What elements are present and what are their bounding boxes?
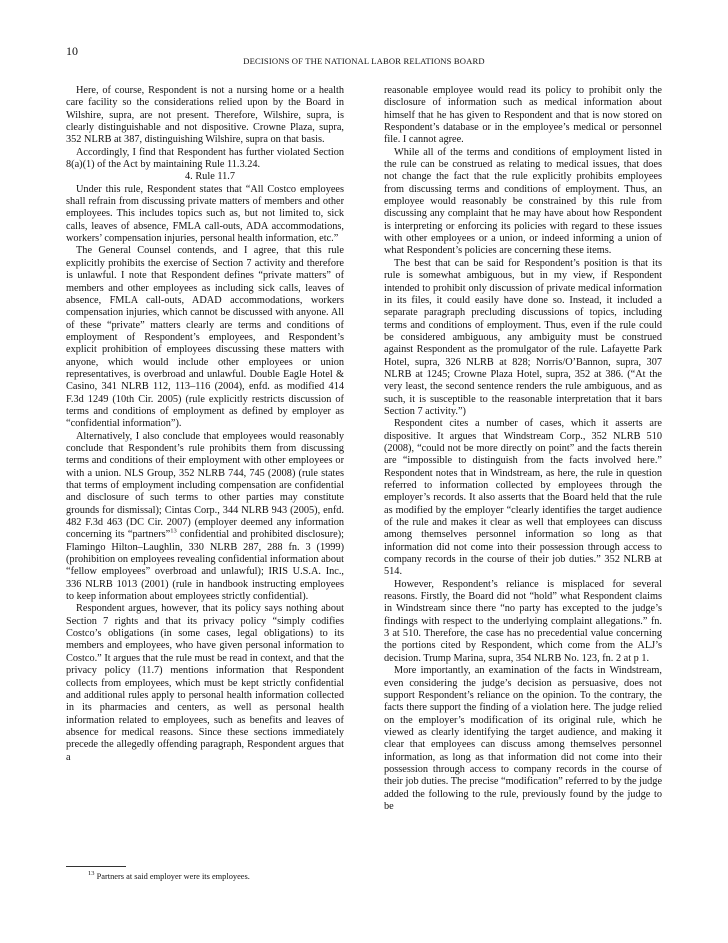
paragraph: More importantly, an examination of the facts in Windstream, even considering the judge’s decision as persuasive, does not support Respondent’s reliance on the opinion. To the contrary, the facts there support the finding of a violation here. The judge relied on the employer’s modification of its original rule, which he viewed as clearly identifying the target audience, and making it clear that employees can discuss among themselves personnel information, as long as that information did not come into their possession through access to company records in the course of their job duties. The precise “modification” referred to by the judge added the following to the rule, previously found by the judge to be (384, 665, 663, 812)
paragraph: Respondent argues, however, that its policy says nothing about Section 7 rights and that its privacy policy “simply codifies Costco’s obligations (in some cases, legal obligations) to its members and employees, who have given personal information to Costco.” It argues that the rule must be read in context, and that the privacy policy (11.7) mentions information that Respondent collects from employees, which must be kept strictly confidential and additional rules apply to personal health information collected in its pharmacies and centers, as well as personal health information related to employees, such as benefits and leaves of absence for medical reasons. Since these sections immediately precede the allegedly offending paragraph, Respondent argues that a (66, 603, 344, 763)
running-head: DECISIONS OF THE NATIONAL LABOR RELATIONS BOARD (243, 56, 485, 66)
paragraph-part: Alternatively, I also conclude that employees would reasonably conclude that Respondent’s rule prohibits them from discussing terms and conditions of their employment with other employees or with a union. NLS Group, 352 NLRB 744, 745 (2008) (rule states that terms of employment including compensation are confidential and disclosure of such terms to other parties may constitute grounds for dismissal); Cintas Corp., 344 NLRB 943 (2005), enfd. 482 F.3d 463 (DC Cir. 2007) (employer deemed any information concerning its “partners” (66, 430, 344, 541)
footnote-text: Partners at said employer were its employees. (94, 872, 250, 881)
paragraph: The best that can be said for Respondent’s position is that its rule is somewhat ambiguous, but in my view, if Respondent intended to prohibit only discussion of private medical information in its files, it could easily have done so. Instead, it included a separate paragraph precluding discussions of topics, including terms and conditions of employment. Thus, even if the rule could be considered ambiguous, any ambiguity must be construed against Respondent as the promulgator of the rule. Lafayette Park Hotel, supra, 326 NLRB at 828; Norris/O’Bannon, supra, 307 NLRB at 1245; Crowne Plaza Hotel, supra, 352 at 386. (“At the very least, the second sentence renders the rule ambiguous, and as such, it is susceptible to the reasonable interpretation that it bars Section 7 activity.”) (384, 257, 662, 417)
right-column (384, 85, 662, 813)
page-number: 10 (66, 44, 78, 58)
left-column (66, 85, 344, 764)
paragraph: Accordingly, I find that Respondent has further violated Section 8(a)(1) of the Act by maintaining Rule 11.3.24. (66, 146, 344, 171)
footnote-number: 13 (88, 870, 95, 878)
paragraph: However, Respondent’s reliance is misplaced for several reasons. Firstly, the Board did not “hold” what Respondent claims in Windstream since there “no party has excepted to the judge’s findings with respect to the underlying complaint allegations.” fn. 3 at 510. Therefore, the case has no precedential value concerning the portions cited by Respondent, which come from the ALJ’s decision. Trump Marina, supra, 354 NLRB No. 123, fn. 2 at p 1. (384, 578, 662, 664)
footnote (66, 872, 344, 881)
footnote-divider (66, 866, 126, 867)
paragraph: Under this rule, Respondent states that “All Costco employees shall refrain from discussing private matters of members and other employees. This includes topics such as, but not limited to, sick calls, leaves of absence, FMLA call-outs, ADA accommodations, workers’ compensation injuries, personal health information, etc.” (66, 183, 344, 245)
paragraph (66, 431, 344, 604)
paragraph-part: confidential and prohibited disclosure); Flamingo Hilton–Laughlin, 330 NLRB 287, 288 fn. 3 (1999) (prohibition on employees revealing confidential information about “fellow employees” overbroad and unlawful); IRIS U.S.A. Inc., 336 NLRB 1013 (2001) (rule in handbook instructing employees to keep information about employees strictly confidential). (66, 529, 344, 603)
paragraph: Respondent cites a number of cases, which it asserts are dispositive. It argues that Windstream Corp., 352 NLRB 510 (2008), “could not be more directly on point” and the facts therein are “impossible to distinguish from the facts involved here.” Respondent notes that in Windstream, as here, the rule in question referred to information collected by employees through the employer’s records. It also asserts that the Board held that the rule as modified by the employer “clearly identifies the target audience of the rule and makes it clear as well that employees can discuss among themselves personnel information so long as that information did not come into their possession through access to company records in the course of their job duties.” 352 NLRB at 514. (384, 418, 662, 578)
paragraph: Here, of course, Respondent is not a nursing home or a health care facility so the considerations relied upon by the Board in Wilshire, supra, are not present. Therefore, Wilshire, supra, is clearly distinguishable and not dispositive. Crowne Plaza, supra, 352 NLRB at 387, distinguishing Wilshire, supra on that basis. (66, 85, 344, 146)
footnote-reference: 13 (170, 527, 177, 535)
paragraph: reasonable employee would read its policy to prohibit only the disclosure of information such as medical information about himself that he has given to Respondent and that is now stored on Respondent’s database or in the employee’s medical or personnel file. I cannot agree. (384, 85, 662, 146)
section-heading: 4. Rule 11.7 (185, 171, 235, 183)
paragraph: While all of the terms and conditions of employment listed in the rule can be construed as relating to medical issues, that does not change the fact that the rule explicitly prohibits employees from discussing terms and conditions of employment. Thus, an employee would reasonably be constrained by this rule from discussing any complaint that he may have about how Respondent is interpreting or enforcing its policies with regard to these issues with other employees or a union, or indeed informing a union of what Respondent’s policies are concerning these items. (384, 146, 662, 257)
paragraph: The General Counsel contends, and I agree, that this rule explicitly prohibits the exercise of Section 7 activity and therefore is unlawful. I note that Respondent defines “private matters” of members and other employees as including sick calls, leaves of absence, FMLA call-outs, ADAD accommodations, workers compensation injuries, which cannot be discussed with anyone. All of these “private” matters clearly are terms and conditions of employment of Respondent’s employees, and Respondent’s explicit prohibition of employees discussing these matters with anyone, which would include other employees or union representatives, is overbroad and unlawful. Double Eagle Hotel & Casino, 341 NLRB 112, 113–116 (2004), enfd. as modified 414 F.3d 1249 (10th Cir. 2005) (rule explicitly restricts discussion of terms and conditions of employment as defined by employer as “confidential information”). (66, 245, 344, 430)
